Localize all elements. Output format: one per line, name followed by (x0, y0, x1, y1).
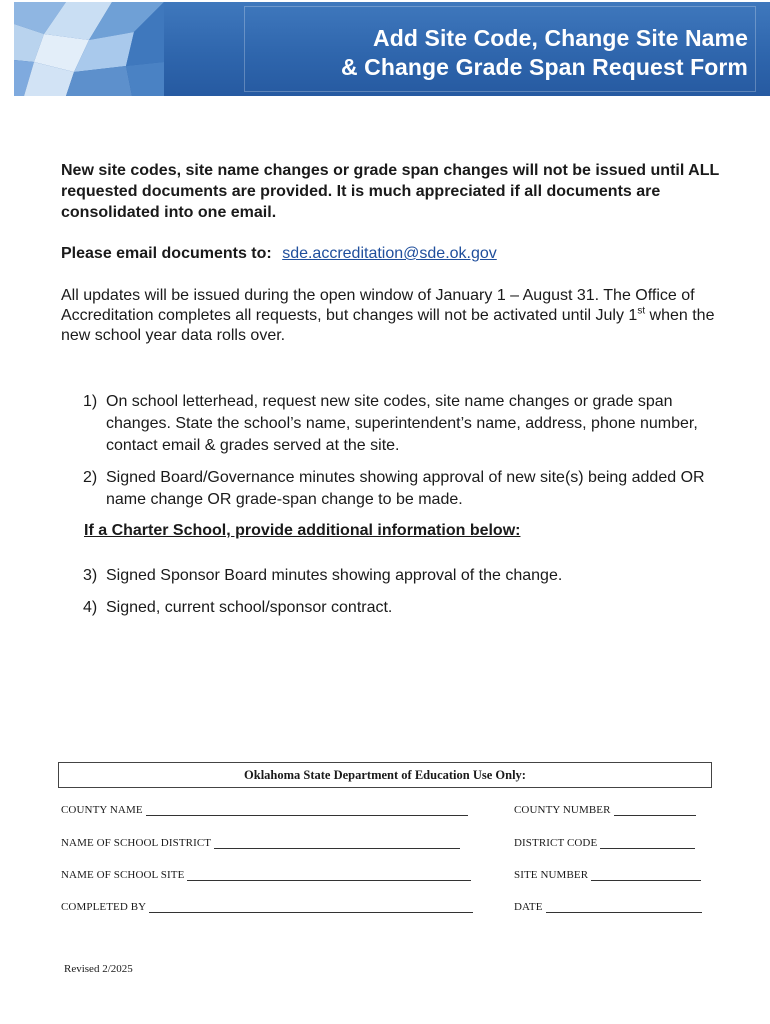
list-item (83, 391, 723, 457)
list-item-number: 4) (83, 599, 98, 616)
completed-by-field[interactable] (61, 901, 473, 913)
list-item (83, 565, 723, 587)
completed-by-label: COMPLETED BY (61, 901, 147, 913)
star-logo-icon (14, 2, 164, 96)
date-label: DATE (514, 901, 543, 913)
updates-text-after: when the new school year data rolls over. (61, 307, 715, 344)
school-site-field[interactable] (61, 869, 471, 881)
revision-note: Revised 2/2025 (64, 963, 133, 975)
school-site-label: NAME OF SCHOOL SITE (61, 869, 185, 881)
date-field[interactable] (514, 901, 702, 913)
district-name-label: NAME OF SCHOOL DISTRICT (61, 837, 212, 849)
district-name-field[interactable] (61, 837, 460, 849)
list-item-number: 3) (83, 567, 98, 584)
form-title-line-1: Add Site Code, Change Site Name (373, 25, 748, 51)
office-use-heading: Oklahoma State Department of Education Use Only: (58, 762, 712, 788)
form-title-line-2: & Change Grade Span Request Form (340, 54, 748, 80)
site-number-line[interactable] (591, 871, 701, 881)
county-number-line[interactable] (614, 806, 696, 816)
intro-notice: New site codes, site name changes or grade span changes will not be issued until ALL requested documents are provided. It is much appreciated if all documents are consolidated into one email. (61, 162, 719, 221)
list-item (83, 467, 723, 511)
district-code-label: DISTRICT CODE (514, 837, 598, 849)
county-name-label: COUNTY NAME (61, 804, 143, 816)
list-item-text: Signed, current school/sponsor contract. (106, 599, 393, 616)
list-item-text: On school letterhead, request new site codes, site name changes or grade span changes. State the school’s name, superintendent’s name, address, phone number, contact email & grades served at the site. (106, 393, 698, 454)
district-code-field[interactable] (514, 837, 695, 849)
county-number-label: COUNTY NUMBER (514, 804, 611, 816)
list-item (83, 597, 723, 619)
county-name-field[interactable] (61, 804, 468, 816)
site-number-label: SITE NUMBER (514, 869, 589, 881)
charter-school-heading: If a Charter School, provide additional information below: (84, 522, 521, 539)
email-line (61, 243, 497, 264)
district-name-line[interactable] (214, 839, 460, 849)
updates-superscript: st (637, 305, 646, 317)
list-item-text: Signed Sponsor Board minutes showing approval of the change. (106, 567, 563, 584)
updates-paragraph (61, 286, 741, 346)
header-banner (14, 2, 770, 96)
district-code-line[interactable] (600, 839, 695, 849)
updates-text-before: All updates will be issued during the open window of January 1 – August 31. The Office of Accreditation completes all requests, but changes will not be activated until July 1 (61, 287, 695, 324)
email-label: Please email documents to: (61, 245, 272, 262)
list-item-text: Signed Board/Governance minutes showing approval of new site(s) being added OR name change OR grade-span change to be made. (106, 469, 705, 508)
school-site-line[interactable] (187, 871, 471, 881)
email-link[interactable]: sde.accreditation@sde.ok.gov (282, 245, 497, 262)
site-number-field[interactable] (514, 869, 701, 881)
county-number-field[interactable] (514, 804, 696, 816)
county-name-line[interactable] (146, 806, 468, 816)
form-title (341, 24, 748, 82)
list-item-number: 1) (83, 393, 98, 410)
completed-by-line[interactable] (149, 903, 473, 913)
list-item-number: 2) (83, 469, 98, 486)
date-line[interactable] (546, 903, 702, 913)
